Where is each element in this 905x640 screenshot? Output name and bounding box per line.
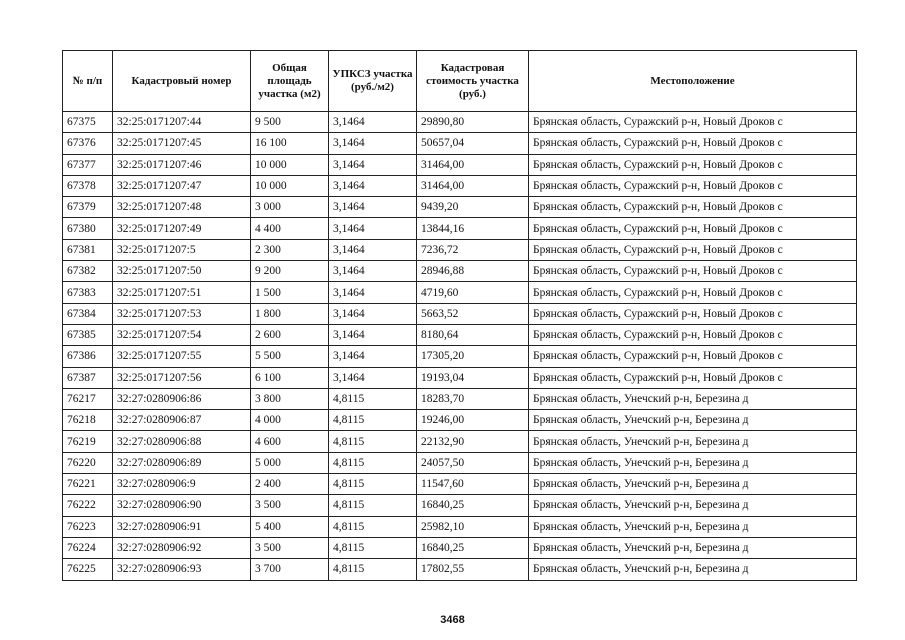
cell-location: Брянская область, Унечский р-н, Березина д <box>529 452 857 473</box>
header-row <box>63 51 857 112</box>
cell-cadastral-value: 16840,25 <box>417 537 529 558</box>
cell-location: Брянская область, Суражский р-н, Новый Дроков с <box>529 346 857 367</box>
header-specific-value: УПКСЗ участка (руб./м2) <box>329 51 417 112</box>
cell-area: 6 100 <box>251 367 329 388</box>
cell-cadastral-number: 32:27:0280906:92 <box>113 537 251 558</box>
cell-area: 1 500 <box>251 282 329 303</box>
cell-area: 1 800 <box>251 303 329 324</box>
cell-cadastral-number: 32:27:0280906:93 <box>113 559 251 580</box>
table-row <box>63 133 857 154</box>
cell-row-number: 76217 <box>63 388 113 409</box>
cell-area: 3 500 <box>251 495 329 516</box>
cell-cadastral-value: 19193,04 <box>417 367 529 388</box>
cell-row-number: 67376 <box>63 133 113 154</box>
cell-specific-value: 3,1464 <box>329 112 417 133</box>
cell-row-number: 67380 <box>63 218 113 239</box>
cell-location: Брянская область, Суражский р-н, Новый Дроков с <box>529 303 857 324</box>
cell-location: Брянская область, Суражский р-н, Новый Дроков с <box>529 154 857 175</box>
cell-specific-value: 4,8115 <box>329 516 417 537</box>
cell-location: Брянская область, Унечский р-н, Березина д <box>529 516 857 537</box>
cell-specific-value: 3,1464 <box>329 282 417 303</box>
cell-area: 9 500 <box>251 112 329 133</box>
cell-cadastral-number: 32:25:0171207:46 <box>113 154 251 175</box>
cell-cadastral-value: 17802,55 <box>417 559 529 580</box>
cell-row-number: 76222 <box>63 495 113 516</box>
cell-location: Брянская область, Унечский р-н, Березина д <box>529 474 857 495</box>
cell-cadastral-number: 32:25:0171207:5 <box>113 239 251 260</box>
cell-cadastral-number: 32:25:0171207:54 <box>113 324 251 345</box>
table-row <box>63 282 857 303</box>
table-row <box>63 388 857 409</box>
cell-specific-value: 4,8115 <box>329 452 417 473</box>
table-row <box>63 516 857 537</box>
cell-cadastral-value: 8180,64 <box>417 324 529 345</box>
cell-cadastral-number: 32:25:0171207:45 <box>113 133 251 154</box>
cell-cadastral-value: 11547,60 <box>417 474 529 495</box>
cell-row-number: 76218 <box>63 410 113 431</box>
table-row <box>63 197 857 218</box>
cell-specific-value: 3,1464 <box>329 303 417 324</box>
cell-area: 2 600 <box>251 324 329 345</box>
table-header <box>63 51 857 112</box>
table-row <box>63 559 857 580</box>
table-row <box>63 239 857 260</box>
cell-location: Брянская область, Суражский р-н, Новый Дроков с <box>529 197 857 218</box>
cell-cadastral-number: 32:25:0171207:44 <box>113 112 251 133</box>
header-row-number: № п/п <box>63 51 113 112</box>
cell-specific-value: 4,8115 <box>329 559 417 580</box>
cell-row-number: 67381 <box>63 239 113 260</box>
cell-cadastral-number: 32:25:0171207:53 <box>113 303 251 324</box>
cell-row-number: 76221 <box>63 474 113 495</box>
cell-cadastral-number: 32:25:0171207:48 <box>113 197 251 218</box>
cell-cadastral-number: 32:25:0171207:47 <box>113 175 251 196</box>
cell-cadastral-value: 16840,25 <box>417 495 529 516</box>
cell-location: Брянская область, Суражский р-н, Новый Дроков с <box>529 367 857 388</box>
cell-cadastral-number: 32:27:0280906:86 <box>113 388 251 409</box>
cell-cadastral-number: 32:27:0280906:9 <box>113 474 251 495</box>
cell-cadastral-value: 29890,80 <box>417 112 529 133</box>
header-location: Местоположение <box>529 51 857 112</box>
cell-area: 2 400 <box>251 474 329 495</box>
table-row <box>63 154 857 175</box>
cell-cadastral-value: 9439,20 <box>417 197 529 218</box>
cell-specific-value: 3,1464 <box>329 367 417 388</box>
table-row <box>63 495 857 516</box>
cell-cadastral-number: 32:25:0171207:50 <box>113 261 251 282</box>
cell-specific-value: 4,8115 <box>329 431 417 452</box>
cell-location: Брянская область, Суражский р-н, Новый Дроков с <box>529 133 857 154</box>
cell-cadastral-value: 13844,16 <box>417 218 529 239</box>
cell-specific-value: 3,1464 <box>329 154 417 175</box>
cell-specific-value: 3,1464 <box>329 324 417 345</box>
table-row <box>63 112 857 133</box>
cell-location: Брянская область, Унечский р-н, Березина д <box>529 495 857 516</box>
cell-row-number: 67385 <box>63 324 113 345</box>
cell-cadastral-value: 22132,90 <box>417 431 529 452</box>
cell-location: Брянская область, Суражский р-н, Новый Дроков с <box>529 324 857 345</box>
cell-cadastral-number: 32:25:0171207:49 <box>113 218 251 239</box>
cell-cadastral-value: 28946,88 <box>417 261 529 282</box>
cell-specific-value: 3,1464 <box>329 197 417 218</box>
cell-cadastral-value: 5663,52 <box>417 303 529 324</box>
cell-specific-value: 3,1464 <box>329 133 417 154</box>
cell-area: 5 500 <box>251 346 329 367</box>
table-row <box>63 324 857 345</box>
table-row <box>63 367 857 388</box>
cell-row-number: 67387 <box>63 367 113 388</box>
cell-cadastral-number: 32:25:0171207:51 <box>113 282 251 303</box>
cell-row-number: 76224 <box>63 537 113 558</box>
cell-area: 9 200 <box>251 261 329 282</box>
cell-row-number: 76219 <box>63 431 113 452</box>
cell-cadastral-number: 32:27:0280906:87 <box>113 410 251 431</box>
cell-cadastral-value: 4719,60 <box>417 282 529 303</box>
cell-cadastral-value: 19246,00 <box>417 410 529 431</box>
cell-cadastral-value: 17305,20 <box>417 346 529 367</box>
table-body <box>63 112 857 581</box>
cell-cadastral-value: 7236,72 <box>417 239 529 260</box>
cell-area: 4 000 <box>251 410 329 431</box>
cell-row-number: 76225 <box>63 559 113 580</box>
cell-area: 3 500 <box>251 537 329 558</box>
header-cadastral-value: Кадастровая стоимость участка (руб.) <box>417 51 529 112</box>
header-total-area: Общая площадь участка (м2) <box>251 51 329 112</box>
table-row <box>63 261 857 282</box>
cell-location: Брянская область, Унечский р-н, Березина д <box>529 431 857 452</box>
cell-cadastral-number: 32:27:0280906:90 <box>113 495 251 516</box>
cell-area: 3 800 <box>251 388 329 409</box>
cell-location: Брянская область, Унечский р-н, Березина д <box>529 559 857 580</box>
table-row <box>63 431 857 452</box>
cell-specific-value: 3,1464 <box>329 175 417 196</box>
cadastral-value-table <box>62 50 857 581</box>
cell-area: 16 100 <box>251 133 329 154</box>
cell-cadastral-value: 31464,00 <box>417 154 529 175</box>
cell-specific-value: 4,8115 <box>329 495 417 516</box>
cell-cadastral-value: 18283,70 <box>417 388 529 409</box>
table-row <box>63 175 857 196</box>
cell-location: Брянская область, Суражский р-н, Новый Дроков с <box>529 239 857 260</box>
table-row <box>63 218 857 239</box>
cell-row-number: 76220 <box>63 452 113 473</box>
cell-specific-value: 3,1464 <box>329 346 417 367</box>
table-row <box>63 410 857 431</box>
cell-cadastral-number: 32:27:0280906:91 <box>113 516 251 537</box>
cell-specific-value: 4,8115 <box>329 537 417 558</box>
cell-cadastral-number: 32:27:0280906:88 <box>113 431 251 452</box>
header-cadastral-number: Кадастровый номер <box>113 51 251 112</box>
cell-row-number: 76223 <box>63 516 113 537</box>
cell-specific-value: 3,1464 <box>329 218 417 239</box>
cell-specific-value: 4,8115 <box>329 388 417 409</box>
cell-row-number: 67383 <box>63 282 113 303</box>
page-number: 3468 <box>440 614 465 626</box>
table-row <box>63 474 857 495</box>
cell-row-number: 67379 <box>63 197 113 218</box>
cell-row-number: 67386 <box>63 346 113 367</box>
cell-location: Брянская область, Унечский р-н, Березина д <box>529 410 857 431</box>
cell-location: Брянская область, Унечский р-н, Березина д <box>529 388 857 409</box>
cell-location: Брянская область, Суражский р-н, Новый Дроков с <box>529 112 857 133</box>
cell-area: 3 700 <box>251 559 329 580</box>
cell-area: 10 000 <box>251 175 329 196</box>
cell-specific-value: 4,8115 <box>329 410 417 431</box>
cell-cadastral-value: 50657,04 <box>417 133 529 154</box>
cell-row-number: 67382 <box>63 261 113 282</box>
cell-specific-value: 4,8115 <box>329 474 417 495</box>
cell-cadastral-number: 32:25:0171207:55 <box>113 346 251 367</box>
cell-row-number: 67378 <box>63 175 113 196</box>
cell-specific-value: 3,1464 <box>329 239 417 260</box>
cell-location: Брянская область, Суражский р-н, Новый Дроков с <box>529 218 857 239</box>
table-row <box>63 537 857 558</box>
table-row <box>63 346 857 367</box>
cell-location: Брянская область, Суражский р-н, Новый Дроков с <box>529 175 857 196</box>
cell-cadastral-value: 31464,00 <box>417 175 529 196</box>
cell-specific-value: 3,1464 <box>329 261 417 282</box>
cell-area: 4 400 <box>251 218 329 239</box>
cell-area: 5 000 <box>251 452 329 473</box>
cell-location: Брянская область, Суражский р-н, Новый Дроков с <box>529 282 857 303</box>
cell-cadastral-value: 24057,50 <box>417 452 529 473</box>
cell-cadastral-number: 32:27:0280906:89 <box>113 452 251 473</box>
cell-location: Брянская область, Суражский р-н, Новый Дроков с <box>529 261 857 282</box>
cell-location: Брянская область, Унечский р-н, Березина д <box>529 537 857 558</box>
cell-row-number: 67375 <box>63 112 113 133</box>
cell-area: 3 000 <box>251 197 329 218</box>
cell-cadastral-value: 25982,10 <box>417 516 529 537</box>
cell-row-number: 67377 <box>63 154 113 175</box>
cell-area: 10 000 <box>251 154 329 175</box>
cell-area: 4 600 <box>251 431 329 452</box>
table-row <box>63 303 857 324</box>
cell-area: 5 400 <box>251 516 329 537</box>
cell-row-number: 67384 <box>63 303 113 324</box>
cell-area: 2 300 <box>251 239 329 260</box>
cell-cadastral-number: 32:25:0171207:56 <box>113 367 251 388</box>
table-row <box>63 452 857 473</box>
